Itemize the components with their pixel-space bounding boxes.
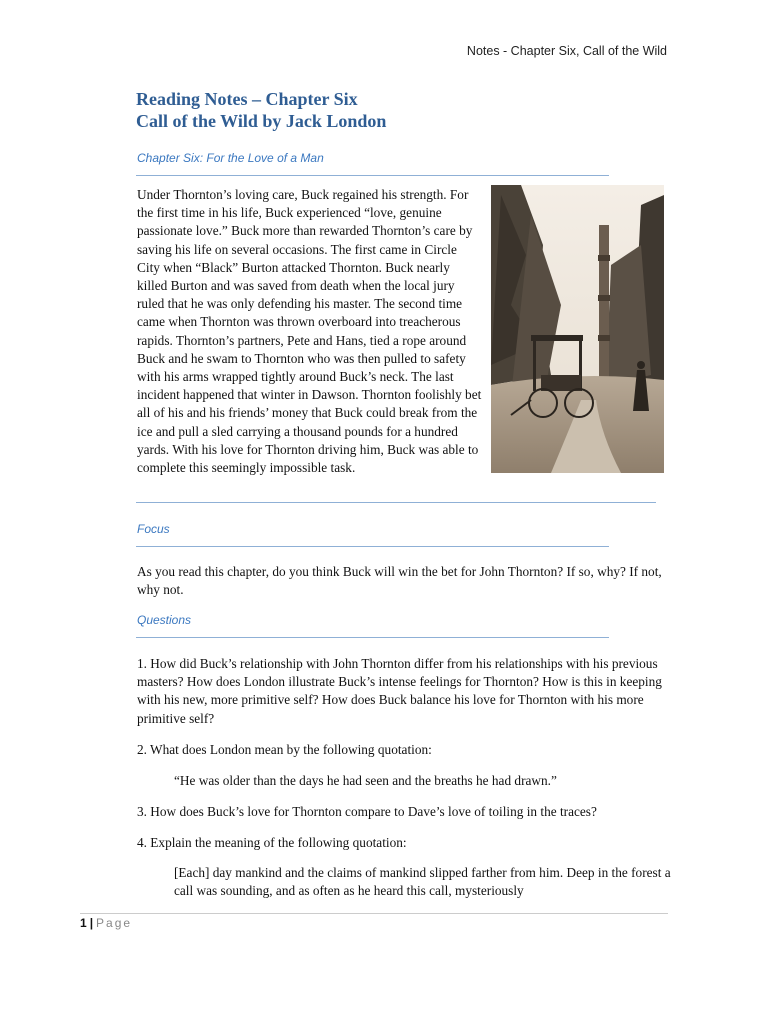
focus-text: As you read this chapter, do you think Buck will win the bet for John Thornton? If so, why? If not, why not. <box>137 564 662 598</box>
question-1: 1. How did Buck’s relationship with John Thornton differ from his relationships with his previous masters? How does London illustrate Buck’s intense feelings for Thornton? How is this in keeping with his new, more primitive self? How does Buck balance his love for Thornton with his more primitive self? <box>137 656 662 726</box>
intro-rule <box>136 502 656 503</box>
question-3: 3. How does Buck’s love for Thornton compare to Dave’s love of toiling in the traces? <box>137 804 597 819</box>
intro-paragraph: Under Thornton’s loving care, Buck regained his strength. For the first time in his life, Buck experienced “love, genuine passionate love.” Buck more than rewarded Thornton’s care by saving his life on several occasions. The first came in Circle City when “Black” Burton attacked Thornton. Buck nearly killed Burton and was saved from death when the local jury ruled that he was only defending his master. The second time came when Thornton was thrown overboard into treacherous rapids. Thornton’s partners, Pete and Hans, tied a rope around Buck and he swam to Thornton who was then pulled to safety with his arms wrapped tightly around Buck’s neck. The last incident happened that winter in Dawson. Thornton foolishly bet all of his and his friends’ money that Buck could break from the ice and pull a sled carrying a thousand pounds for a hundred yards. With his love for Thornton driving him, Buck was able to complete this seemingly impossible task. <box>137 187 482 476</box>
chapter-heading: Chapter Six: For the Love of a Man <box>137 151 324 165</box>
questions-rule <box>136 637 609 638</box>
question-2-quote: “He was older than the days he had seen and the breaths he had drawn.” <box>174 773 557 788</box>
footer-separator: | <box>89 916 94 930</box>
page-number: 1 <box>80 916 87 930</box>
question-4-quote: [Each] day mankind and the claims of mankind slipped farther from him. Deep in the forest a call was sounding, and as often as he heard this call, mysteriously <box>174 865 671 899</box>
footer-rule <box>80 913 668 914</box>
illustration-photo <box>491 185 664 473</box>
title-line-2: Call of the Wild by Jack London <box>136 111 387 131</box>
title-line-1: Reading Notes – Chapter Six <box>136 89 358 109</box>
document-title <box>136 88 386 132</box>
page-footer <box>80 916 132 930</box>
heading-rule <box>136 175 609 176</box>
questions-heading: Questions <box>137 613 192 627</box>
focus-heading: Focus <box>137 522 170 536</box>
page-label: Page <box>96 916 133 930</box>
running-header: Notes - Chapter Six, Call of the Wild <box>466 44 667 58</box>
question-4: 4. Explain the meaning of the following quotation: <box>137 835 407 850</box>
focus-rule <box>136 546 609 547</box>
question-2: 2. What does London mean by the following quotation: <box>137 742 432 757</box>
